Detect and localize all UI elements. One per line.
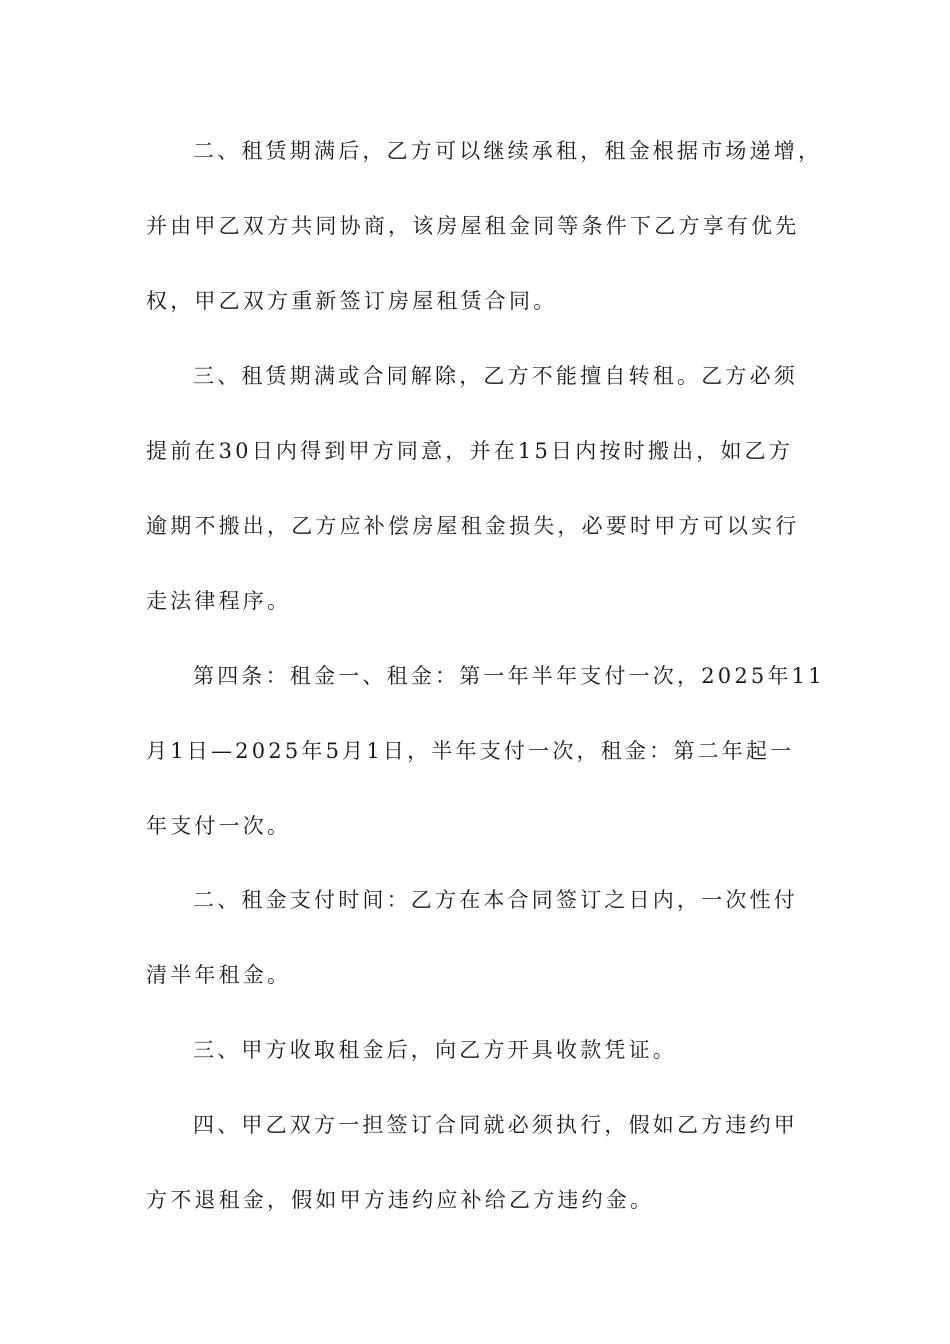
paragraph-line: 月1日—2025年5月1日，半年支付一次，租金：第二年起一 [146,739,795,763]
paragraph-line: 逾期不搬出，乙方应补偿房屋租金损失，必要时甲方可以实行 [146,514,800,538]
paragraph-line: 走法律程序。 [146,589,292,613]
paragraph-line: 二、租金支付时间：乙方在本合同签订之日内，一次性付 [193,888,798,912]
paragraph-line: 清半年租金。 [146,963,292,987]
paragraph-line: 二、租赁期满后，乙方可以继续承租，租金根据市场递增， [193,139,823,163]
paragraph-line: 四、甲乙双方一担签订合同就必须执行，假如乙方违约甲 [193,1113,798,1137]
paragraph-line: 三、租赁期满或合同解除，乙方不能擅自转租。乙方必须 [193,364,798,388]
paragraph-line: 方不退租金，假如甲方违约应补给乙方违约金。 [146,1188,655,1212]
paragraph-line: 权，甲乙双方重新签订房屋租赁合同。 [146,289,558,313]
paragraph-line: 第四条：租金一、租金：第一年半年支付一次，2025年11 [193,664,825,688]
paragraph-line: 提前在30日内得到甲方同意，并在15日内按时搬出，如乙方 [146,439,794,463]
paragraph-line: 并由甲乙双方共同协商，该房屋租金同等条件下乙方享有优先 [146,214,800,238]
paragraph-line: 三、甲方收取租金后，向乙方开具收款凭证。 [193,1038,677,1062]
paragraph-line: 年支付一次。 [146,814,292,838]
